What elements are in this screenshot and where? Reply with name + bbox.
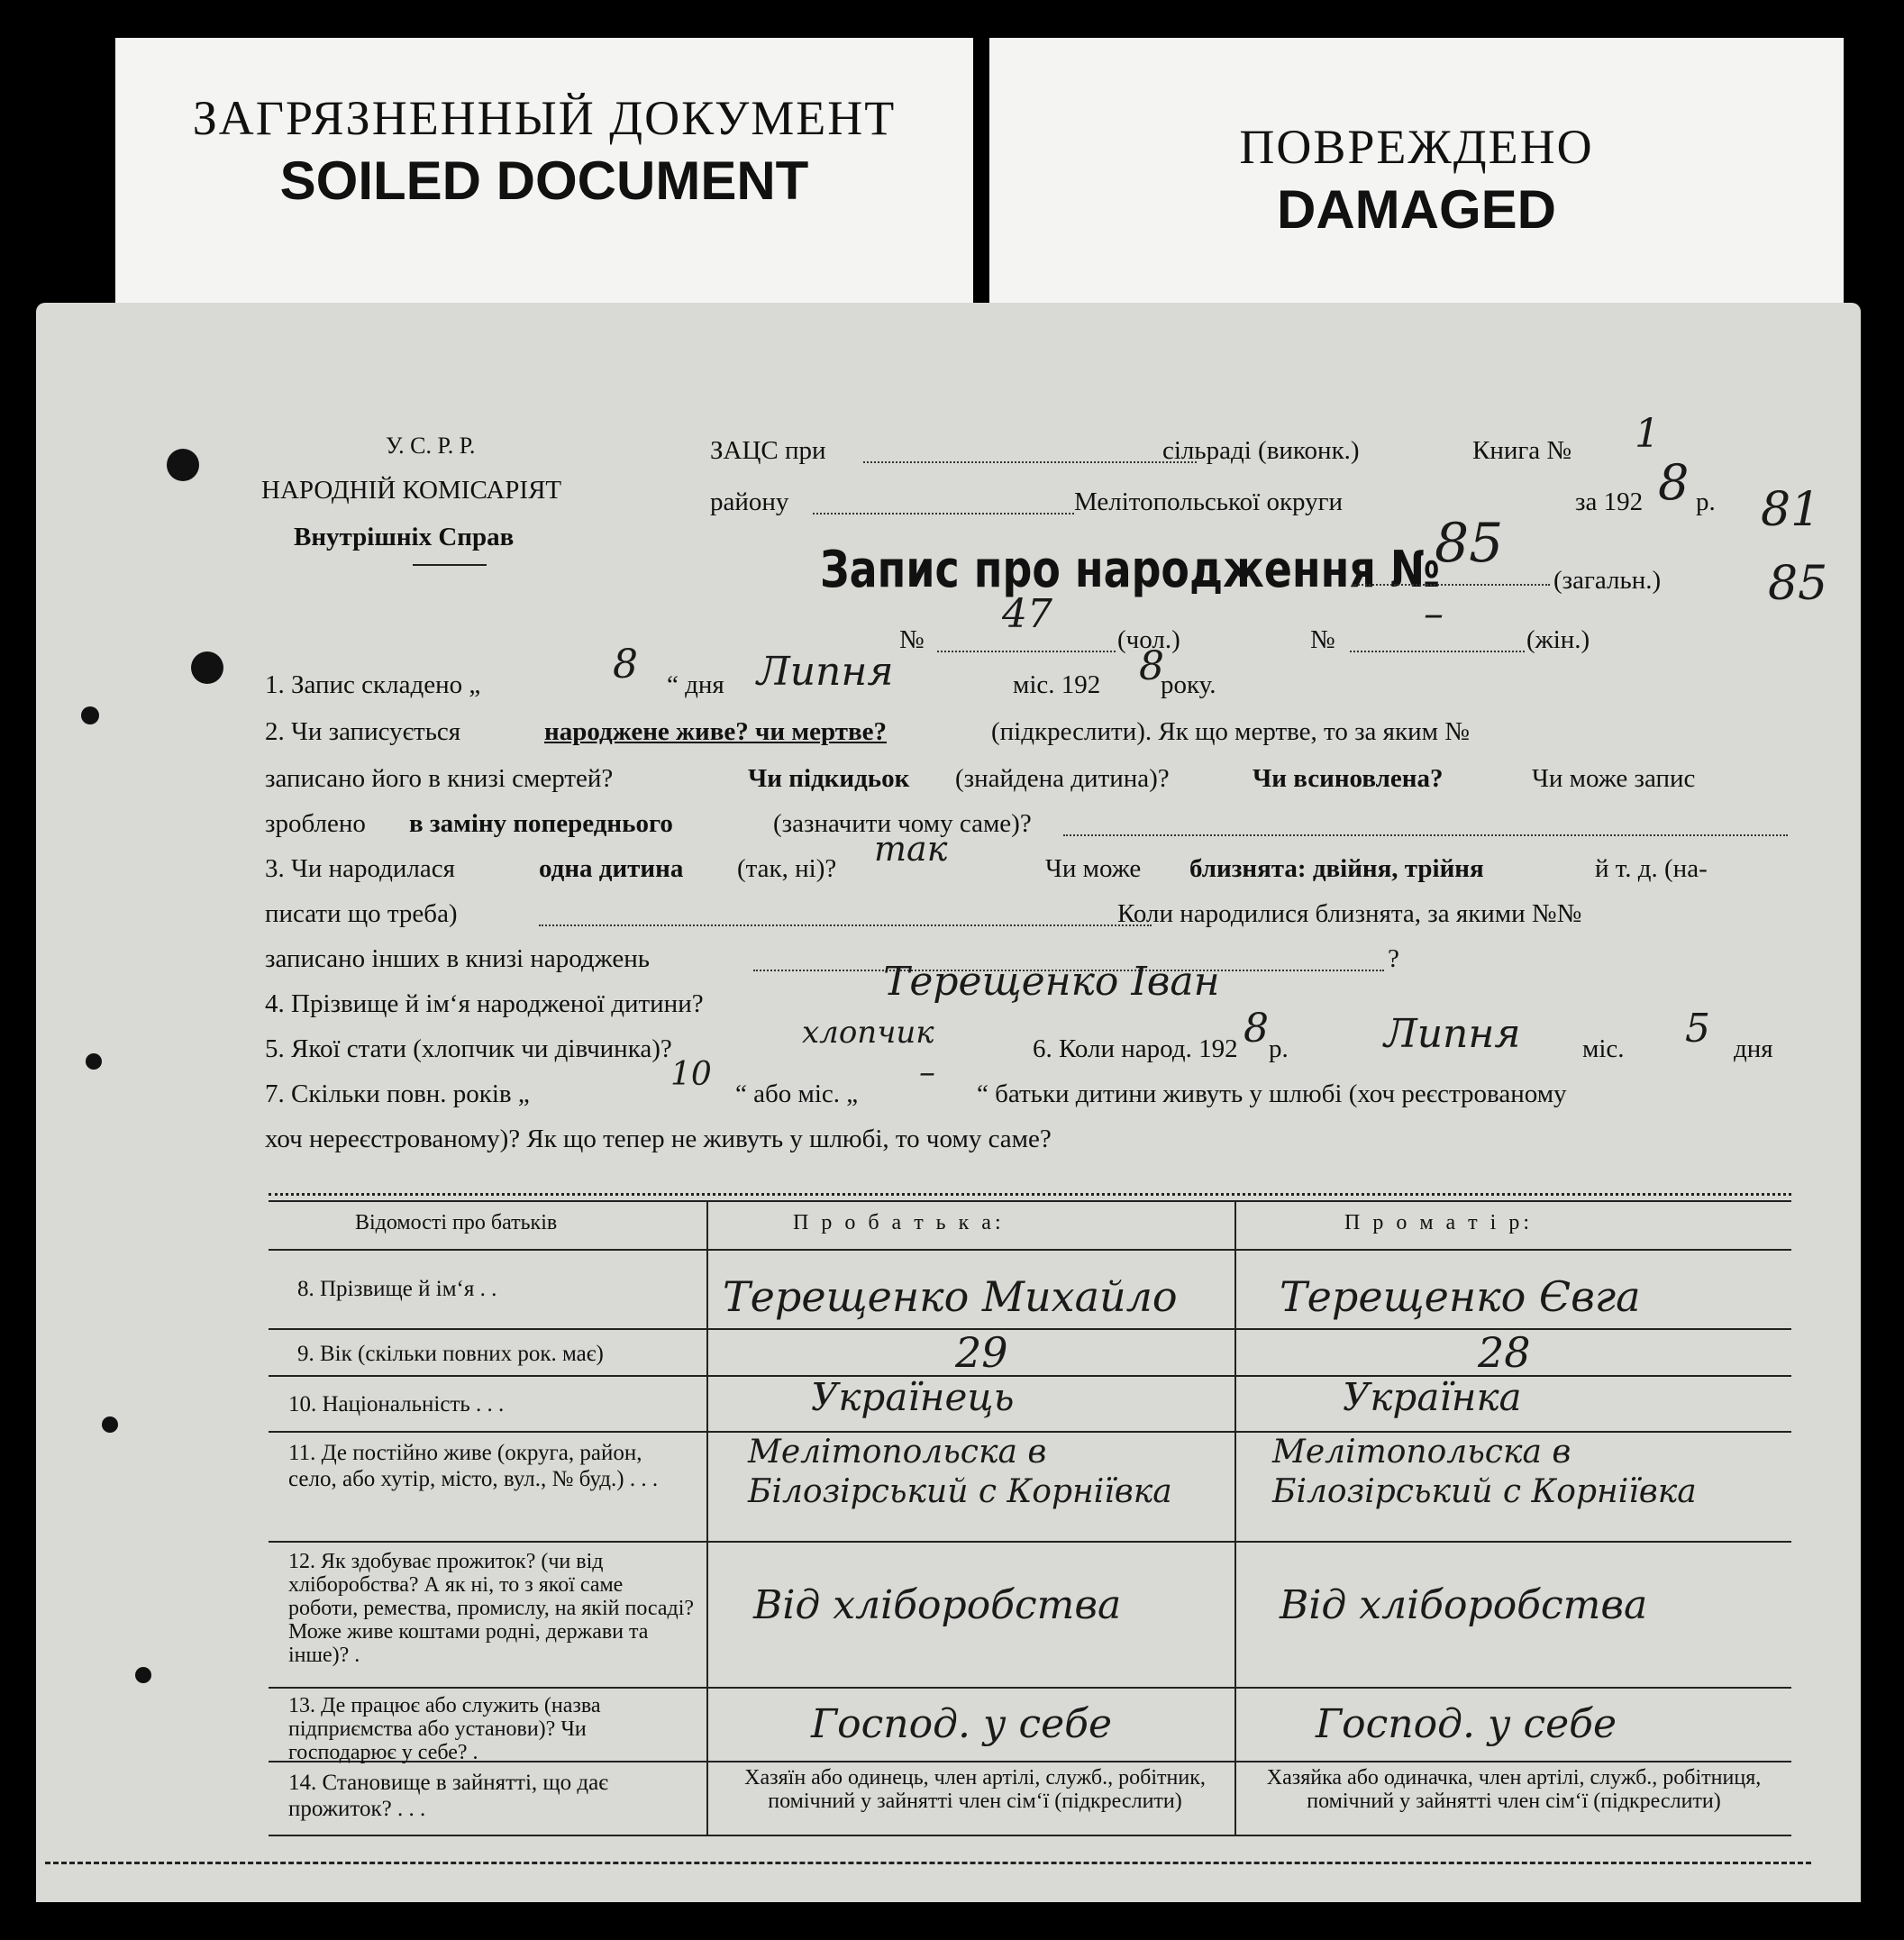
row-label-age: 9. Вік (скільки повних рок. має) — [297, 1342, 604, 1366]
silrada-label: сільраді (виконк.) — [1162, 436, 1360, 465]
soiled-document-label — [115, 38, 973, 308]
male-no-label: № — [899, 625, 925, 654]
father-workplace-value: Господ. у себе — [811, 1701, 1113, 1747]
table-head-parents: Відомості про батьків — [355, 1211, 558, 1234]
q7-months-label: “ або міс. „ — [735, 1079, 859, 1108]
table-rule — [269, 1328, 1791, 1330]
mother-nationality-value: Українка — [1343, 1375, 1522, 1419]
separator — [269, 1193, 1791, 1196]
binding-hole — [86, 1053, 102, 1070]
zags-label: ЗАЦС при — [710, 436, 826, 465]
q2-text-2: записано його в книзі смертей? — [265, 764, 614, 793]
binding-hole — [135, 1667, 151, 1683]
row-label-livelihood: 12. Як здобуває прожиток? (чи від хліборобства? А як ні, то з якої саме роботи, ремества, промислу, на якій посаді? Може живе коштами родні, держави та інше)? . — [288, 1550, 695, 1667]
fill-line — [937, 651, 1116, 652]
header-year-value: 8 — [1658, 454, 1690, 511]
q3-twins-when: Коли народилися близнята, за якими №№ — [1117, 899, 1582, 928]
mother-name-value: Терещенко Євга — [1280, 1272, 1641, 1321]
fill-line — [863, 461, 1197, 463]
damaged-document-label — [989, 38, 1844, 308]
male-number-value: 47 — [1002, 591, 1052, 637]
q3-label: 3. Чи народилася — [265, 854, 456, 883]
q2-adopted: Чи всиновлена? — [1253, 764, 1444, 793]
book-number-value: 1 — [1635, 411, 1660, 457]
record-month-value: Липня — [757, 649, 894, 695]
q1-year-label: року. — [1161, 670, 1216, 699]
q1-month-label: міс. 192 — [1013, 670, 1101, 699]
birth-day-value: 5 — [1685, 1006, 1710, 1052]
q2-label: 2. Чи записується — [265, 717, 461, 746]
q6-label: 6. Коли народ. 192 — [1033, 1034, 1238, 1063]
department-name: Внутрішніх Справ — [294, 523, 515, 551]
father-nationality-value: Українець — [811, 1375, 1015, 1419]
q1-label: 1. Запис складено „ — [265, 670, 481, 699]
binding-hole — [191, 651, 223, 684]
general-label: (загальн.) — [1553, 566, 1662, 595]
record-number-value: 85 — [1435, 512, 1504, 575]
q3-yesno: (так, ні)? — [737, 854, 837, 883]
q4-label: 4. Прізвище й ім‘я народженої дитини? — [265, 989, 704, 1018]
marriage-years-value: 10 — [670, 1056, 712, 1093]
q3-single: одна дитина — [539, 854, 684, 883]
mother-age-value: 28 — [1478, 1328, 1531, 1377]
record-title: Запис про народження № — [820, 541, 1441, 599]
q2-text: (підкреслити). Як що мертве, то за яким № — [991, 717, 1470, 746]
birth-year-value: 8 — [1244, 1006, 1269, 1052]
mother-workplace-value: Господ. у себе — [1316, 1701, 1617, 1747]
record-day-value: 8 — [613, 642, 638, 688]
binding-hole — [81, 706, 99, 724]
book-label: Книга № — [1472, 436, 1572, 465]
q6-year-suffix: р. — [1269, 1034, 1289, 1063]
cut-line — [45, 1862, 1811, 1864]
mother-residence-value: Мелітопольска в Білозірський с Корніївка — [1272, 1434, 1697, 1510]
birth-month-value: Липня — [1384, 1011, 1521, 1057]
q7-text: “ батьки дитини живуть у шлюбі (хоч реєстрованому — [977, 1079, 1567, 1108]
q2-found-note: (знайдена дитина)? — [955, 764, 1170, 793]
row-label-nationality: 10. Національність . . . — [288, 1392, 505, 1416]
q5-label: 5. Якої стати (хлопчик чи дівчинка)? — [265, 1034, 672, 1063]
binding-hole — [102, 1416, 118, 1433]
fill-line — [1350, 651, 1525, 652]
margin-note-2: 85 — [1768, 557, 1828, 611]
binding-hole — [167, 449, 199, 481]
row-label-status: 14. Становище в зайнятті, що дає прожиток? . . . — [288, 1771, 608, 1821]
row-label-residence: 11. Де постійно живе (округа, район, село, або хутір, місто, вул., № буд.) . . . — [288, 1441, 659, 1491]
q2-replacement: в заміну попереднього — [409, 809, 673, 838]
fill-line — [539, 924, 1152, 926]
q7-text-2: хоч нереєстрованому)? Як що тепер не живуть у шлюбі, то чому саме? — [265, 1125, 1052, 1153]
fill-line — [813, 513, 1074, 515]
q1-day-label: “ дня — [667, 670, 724, 699]
table-column-rule — [706, 1200, 708, 1835]
table-column-rule — [1234, 1200, 1236, 1835]
male-label: (чол.) — [1117, 625, 1180, 654]
marriage-months-value: – — [919, 1054, 935, 1091]
q7-label: 7. Скільки повн. років „ — [265, 1079, 530, 1108]
soiled-label-en: SOILED DOCUMENT — [279, 150, 809, 211]
table-top-rule — [269, 1200, 1791, 1202]
q2-foundling: Чи підкидьок — [748, 764, 910, 793]
table-rule — [269, 1541, 1791, 1543]
q2-text-5: (зазначити чому саме)? — [773, 809, 1032, 838]
fill-line — [1063, 834, 1788, 836]
table-rule — [269, 1687, 1791, 1689]
table-rule — [269, 1249, 1791, 1251]
female-number-value: – — [1424, 591, 1444, 637]
fill-line — [1352, 584, 1550, 586]
table-bottom-rule — [269, 1835, 1791, 1836]
father-livelihood-value: Від хліборобства — [753, 1582, 1122, 1628]
father-name-value: Терещенко Михайло — [723, 1272, 1178, 1321]
year-label: за 192 — [1575, 487, 1644, 516]
mother-livelihood-value: Від хліборобства — [1280, 1582, 1648, 1628]
q3-etc: й т. д. (на- — [1595, 854, 1708, 883]
table-head-mother: П р о м а т і р: — [1344, 1211, 1533, 1234]
child-sex-value: хлопчик — [802, 1015, 934, 1051]
q2-text-4: зроблено — [265, 809, 366, 838]
father-status-options: Хазяїн або одинець, член артілі, служб., робітник, помічний у зайнятті член сім‘ї (підкреслити) — [744, 1766, 1206, 1813]
table-head-father: П р о б а т ь к а: — [793, 1211, 1005, 1234]
row-label-name: 8. Прізвище й ім‘я . . — [297, 1277, 497, 1301]
father-residence-value: Мелітопольска в Білозірський с Корніївка — [748, 1434, 1172, 1510]
q2-live-dead: народжене живе? чи мертве? — [544, 717, 888, 746]
raion-label: району — [710, 487, 789, 516]
q6-day-label: дня — [1734, 1034, 1773, 1063]
single-child-value: так — [874, 829, 948, 869]
mother-status-options: Хазяйка або одиначка, член артілі, служб., робітниця, помічний у зайнятті член сім‘ї (підкреслити) — [1266, 1766, 1762, 1813]
okruha-label: Мелітопольської округи — [1074, 487, 1344, 516]
q3-maybe: Чи може — [1045, 854, 1142, 883]
birth-record-form — [36, 303, 1861, 1902]
q2-text-3: Чи може запис — [1532, 764, 1696, 793]
female-label: (жін.) — [1526, 625, 1590, 654]
female-no-label: № — [1310, 625, 1335, 654]
row-label-workplace: 13. Де працює або служить (назва підприємства або установи)? Чи господарює у себе? . — [288, 1694, 601, 1764]
year-suffix: р. — [1696, 487, 1716, 516]
q3-twins: близнята: двійня, трійня — [1189, 854, 1484, 883]
margin-note-1: 81 — [1761, 483, 1821, 537]
damaged-label-en: DAMAGED — [1277, 179, 1556, 240]
father-age-value: 29 — [955, 1328, 1008, 1377]
table-rule — [269, 1375, 1791, 1377]
q3-text: писати що треба) — [265, 899, 458, 928]
soiled-label-ru: ЗАГРЯЗНЕННЫЙ ДОКУМЕНТ — [192, 91, 897, 145]
state-name: У. С. Р. Р. — [386, 433, 476, 459]
divider — [413, 564, 487, 566]
damaged-label-ru: ПОВРЕЖДЕНО — [1239, 120, 1594, 174]
q3-text-2: записано інших в книзі народжень — [265, 944, 650, 973]
q3-question: ? — [1388, 944, 1399, 973]
record-year-value: 8 — [1139, 643, 1164, 689]
child-name-value: Терещенко Іван — [883, 959, 1220, 1005]
commissariat-name: НАРОДНІЙ КОМІСАРІЯТ — [261, 476, 562, 505]
q6-month-label: міс. — [1582, 1034, 1625, 1063]
